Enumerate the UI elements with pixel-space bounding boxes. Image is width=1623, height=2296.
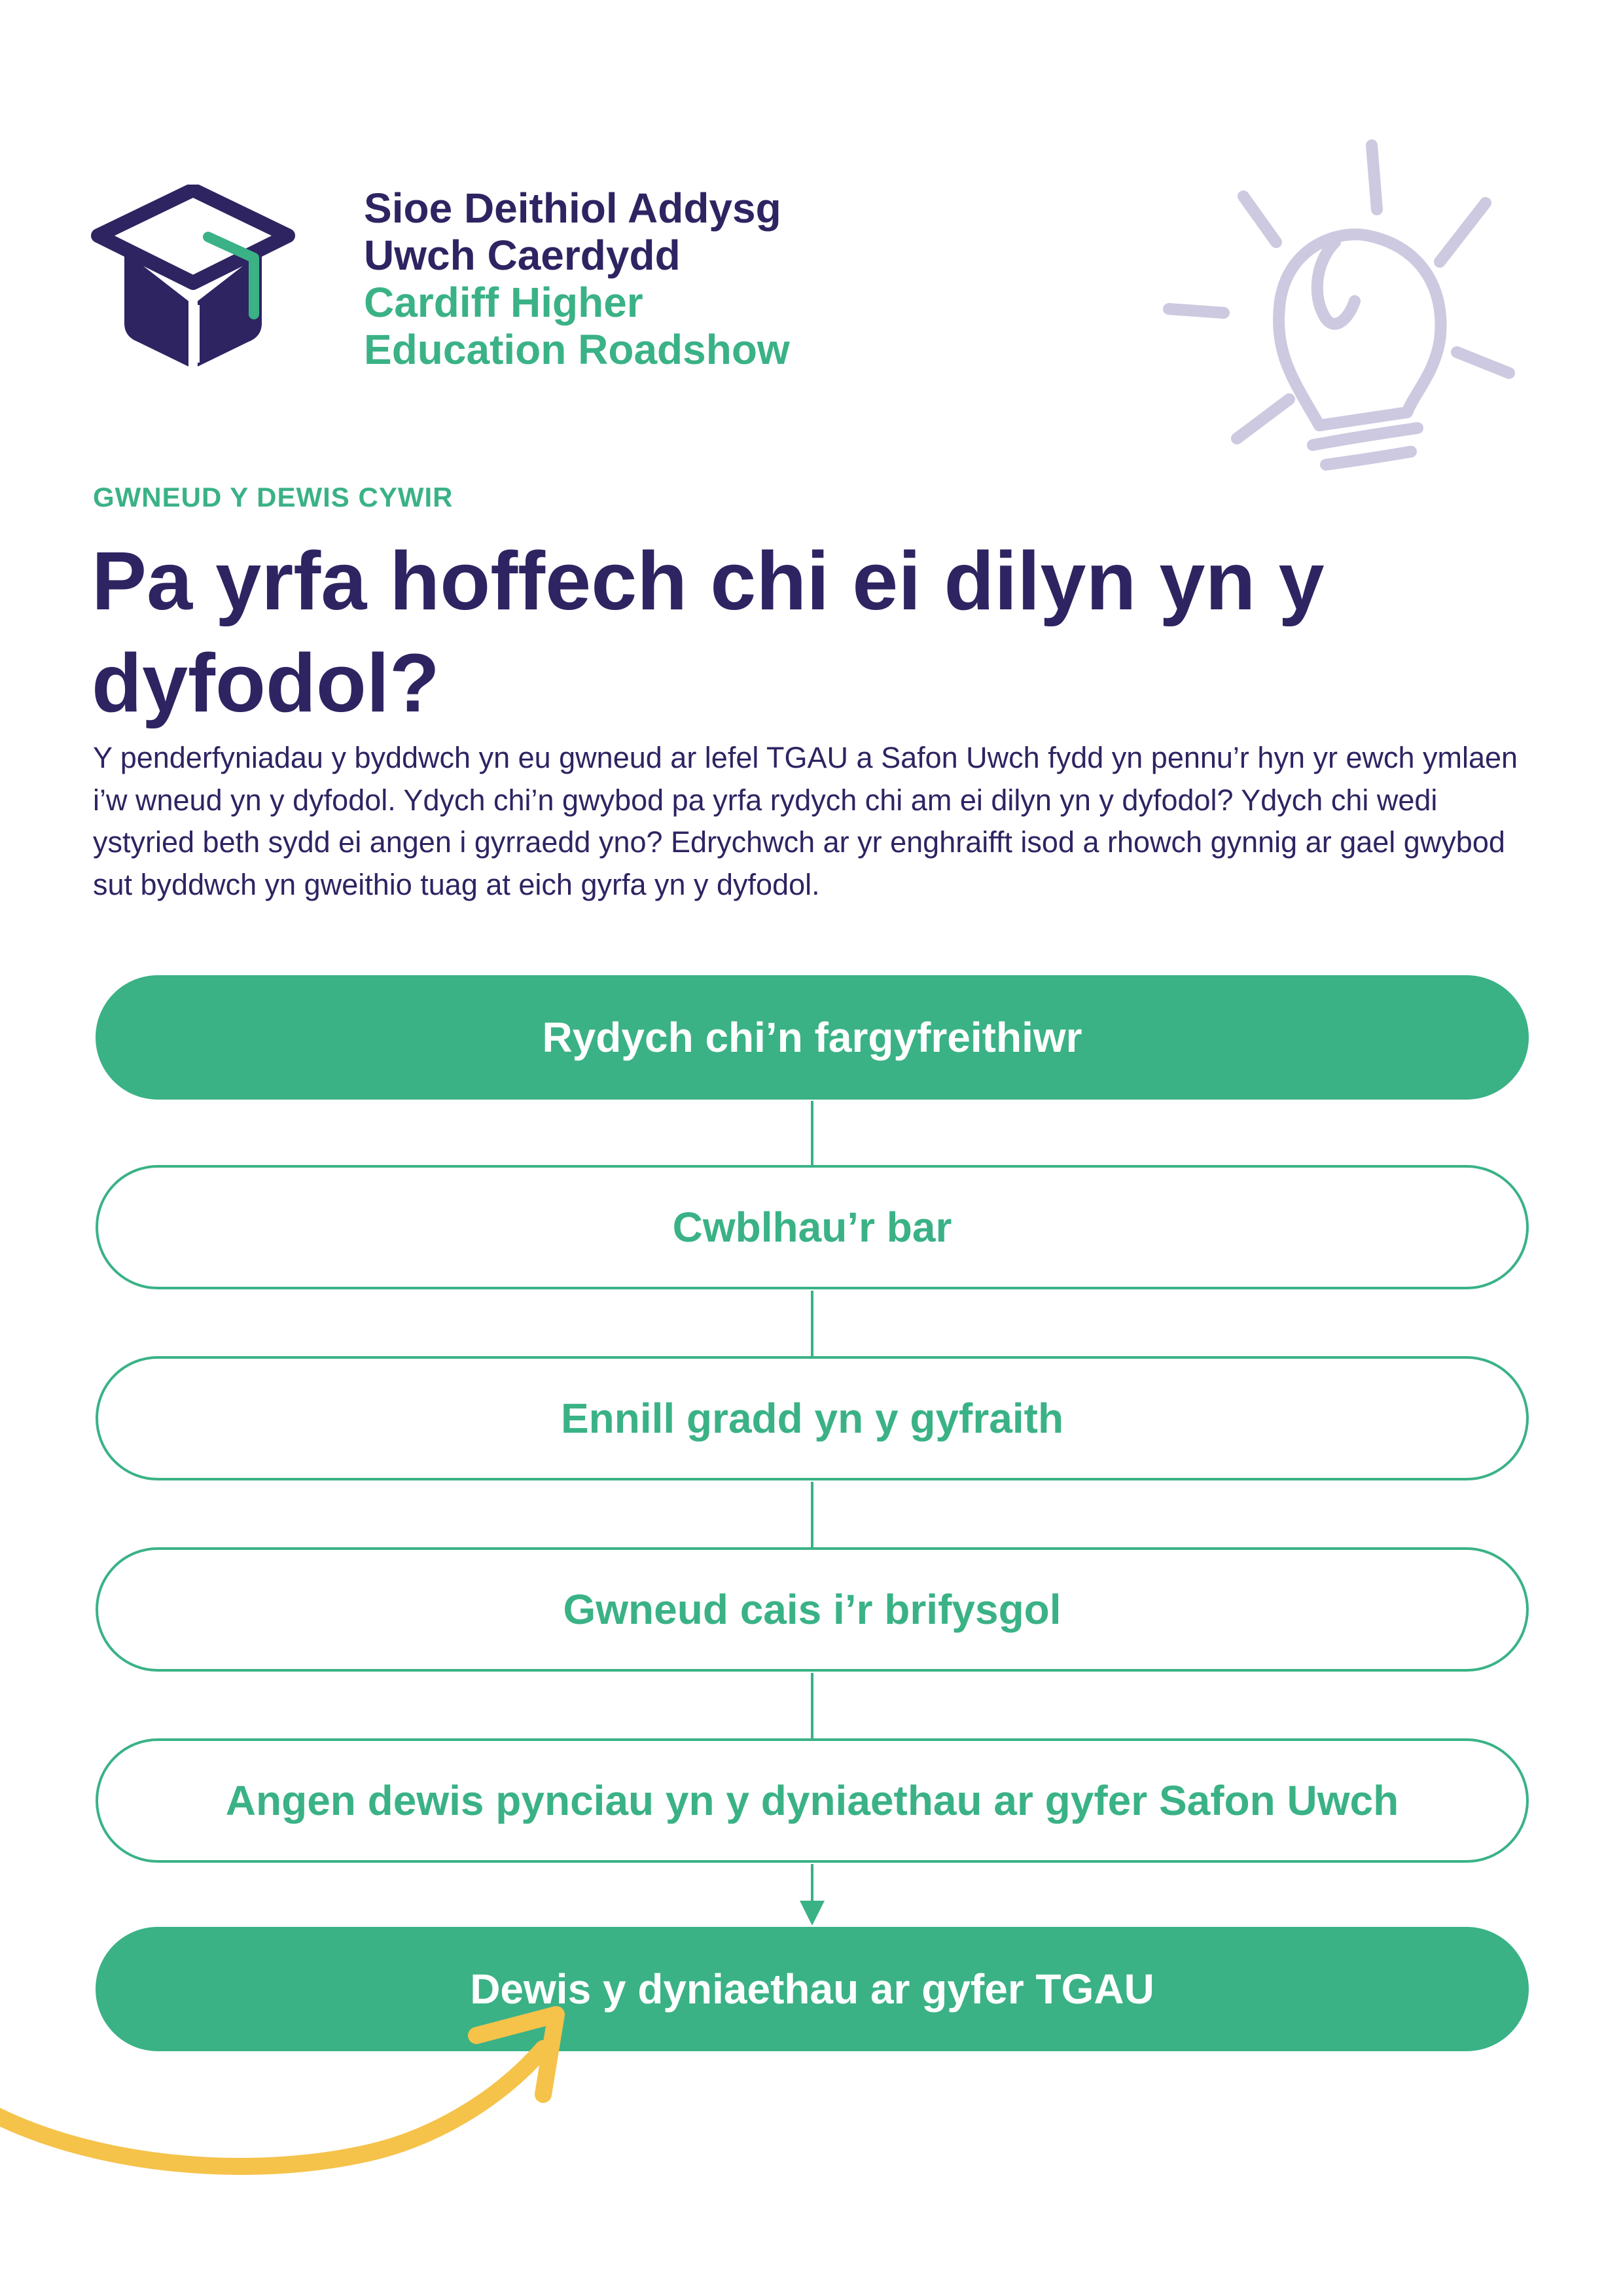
intro-paragraph: Y penderfyniadau y byddwch yn eu gwneud ar lefel TGAU a Safon Uwch fydd yn pennu’r hyn yr ewch ymlaen i’w wneud yn y dyfodol. Ydych chi’n gwybod pa yrfa rydych chi am ei dilyn yn y dyfodol? Ydych chi wedi ystyried beth sydd ei angen i gyrraedd yno? Edrychwch ar yr enghraifft isod a rhowch gynnig ar gael gwybod sut byddwch yn gweithio tuag at eich gyrfa yn y dyfodol. xyxy=(93,741,1518,901)
flow-step-1 xyxy=(96,975,1529,1100)
brand-name-en-line2: Education Roadshow xyxy=(364,326,790,373)
lightbulb-icon xyxy=(1158,137,1538,497)
arrow-down-icon xyxy=(800,1901,825,1926)
eyebrow: GWNEUD Y DEWIS CYWIR xyxy=(93,482,454,512)
page-title: Pa yrfa hoffech chi ei dilyn yn y dyfodol? xyxy=(92,535,1325,729)
flow-step-5 xyxy=(96,1738,1529,1863)
brand-name-cy-line2: Uwch Caerdydd xyxy=(364,232,681,279)
flow-step-2 xyxy=(96,1165,1529,1289)
brand-name-en-line1: Cardiff Higher xyxy=(364,279,643,326)
flow-step-3-label: Ennill gradd yn y gyfraith xyxy=(560,1395,1064,1442)
flow-step-4 xyxy=(96,1547,1529,1672)
flow-step-6-label: Dewis y dyniaethau ar gyfer TGAU xyxy=(470,1965,1154,2013)
graduation-cap-icon xyxy=(90,185,296,374)
flow-step-1-label: Rydych chi’n fargyfreithiwr xyxy=(542,1014,1082,1061)
brand-name xyxy=(364,185,790,373)
brand-name-cy-line1: Sioe Deithiol Addysg xyxy=(364,185,781,232)
flow-step-4-label: Gwneud cais i’r brifysgol xyxy=(563,1586,1061,1633)
flow-step-5-label: Angen dewis pynciau yn y dyniaethau ar gyfer Safon Uwch xyxy=(225,1777,1399,1824)
curved-arrow-icon xyxy=(0,2003,589,2199)
flow-step-2-label: Cwblhau’r bar xyxy=(672,1204,952,1251)
flow-step-3 xyxy=(96,1356,1529,1480)
